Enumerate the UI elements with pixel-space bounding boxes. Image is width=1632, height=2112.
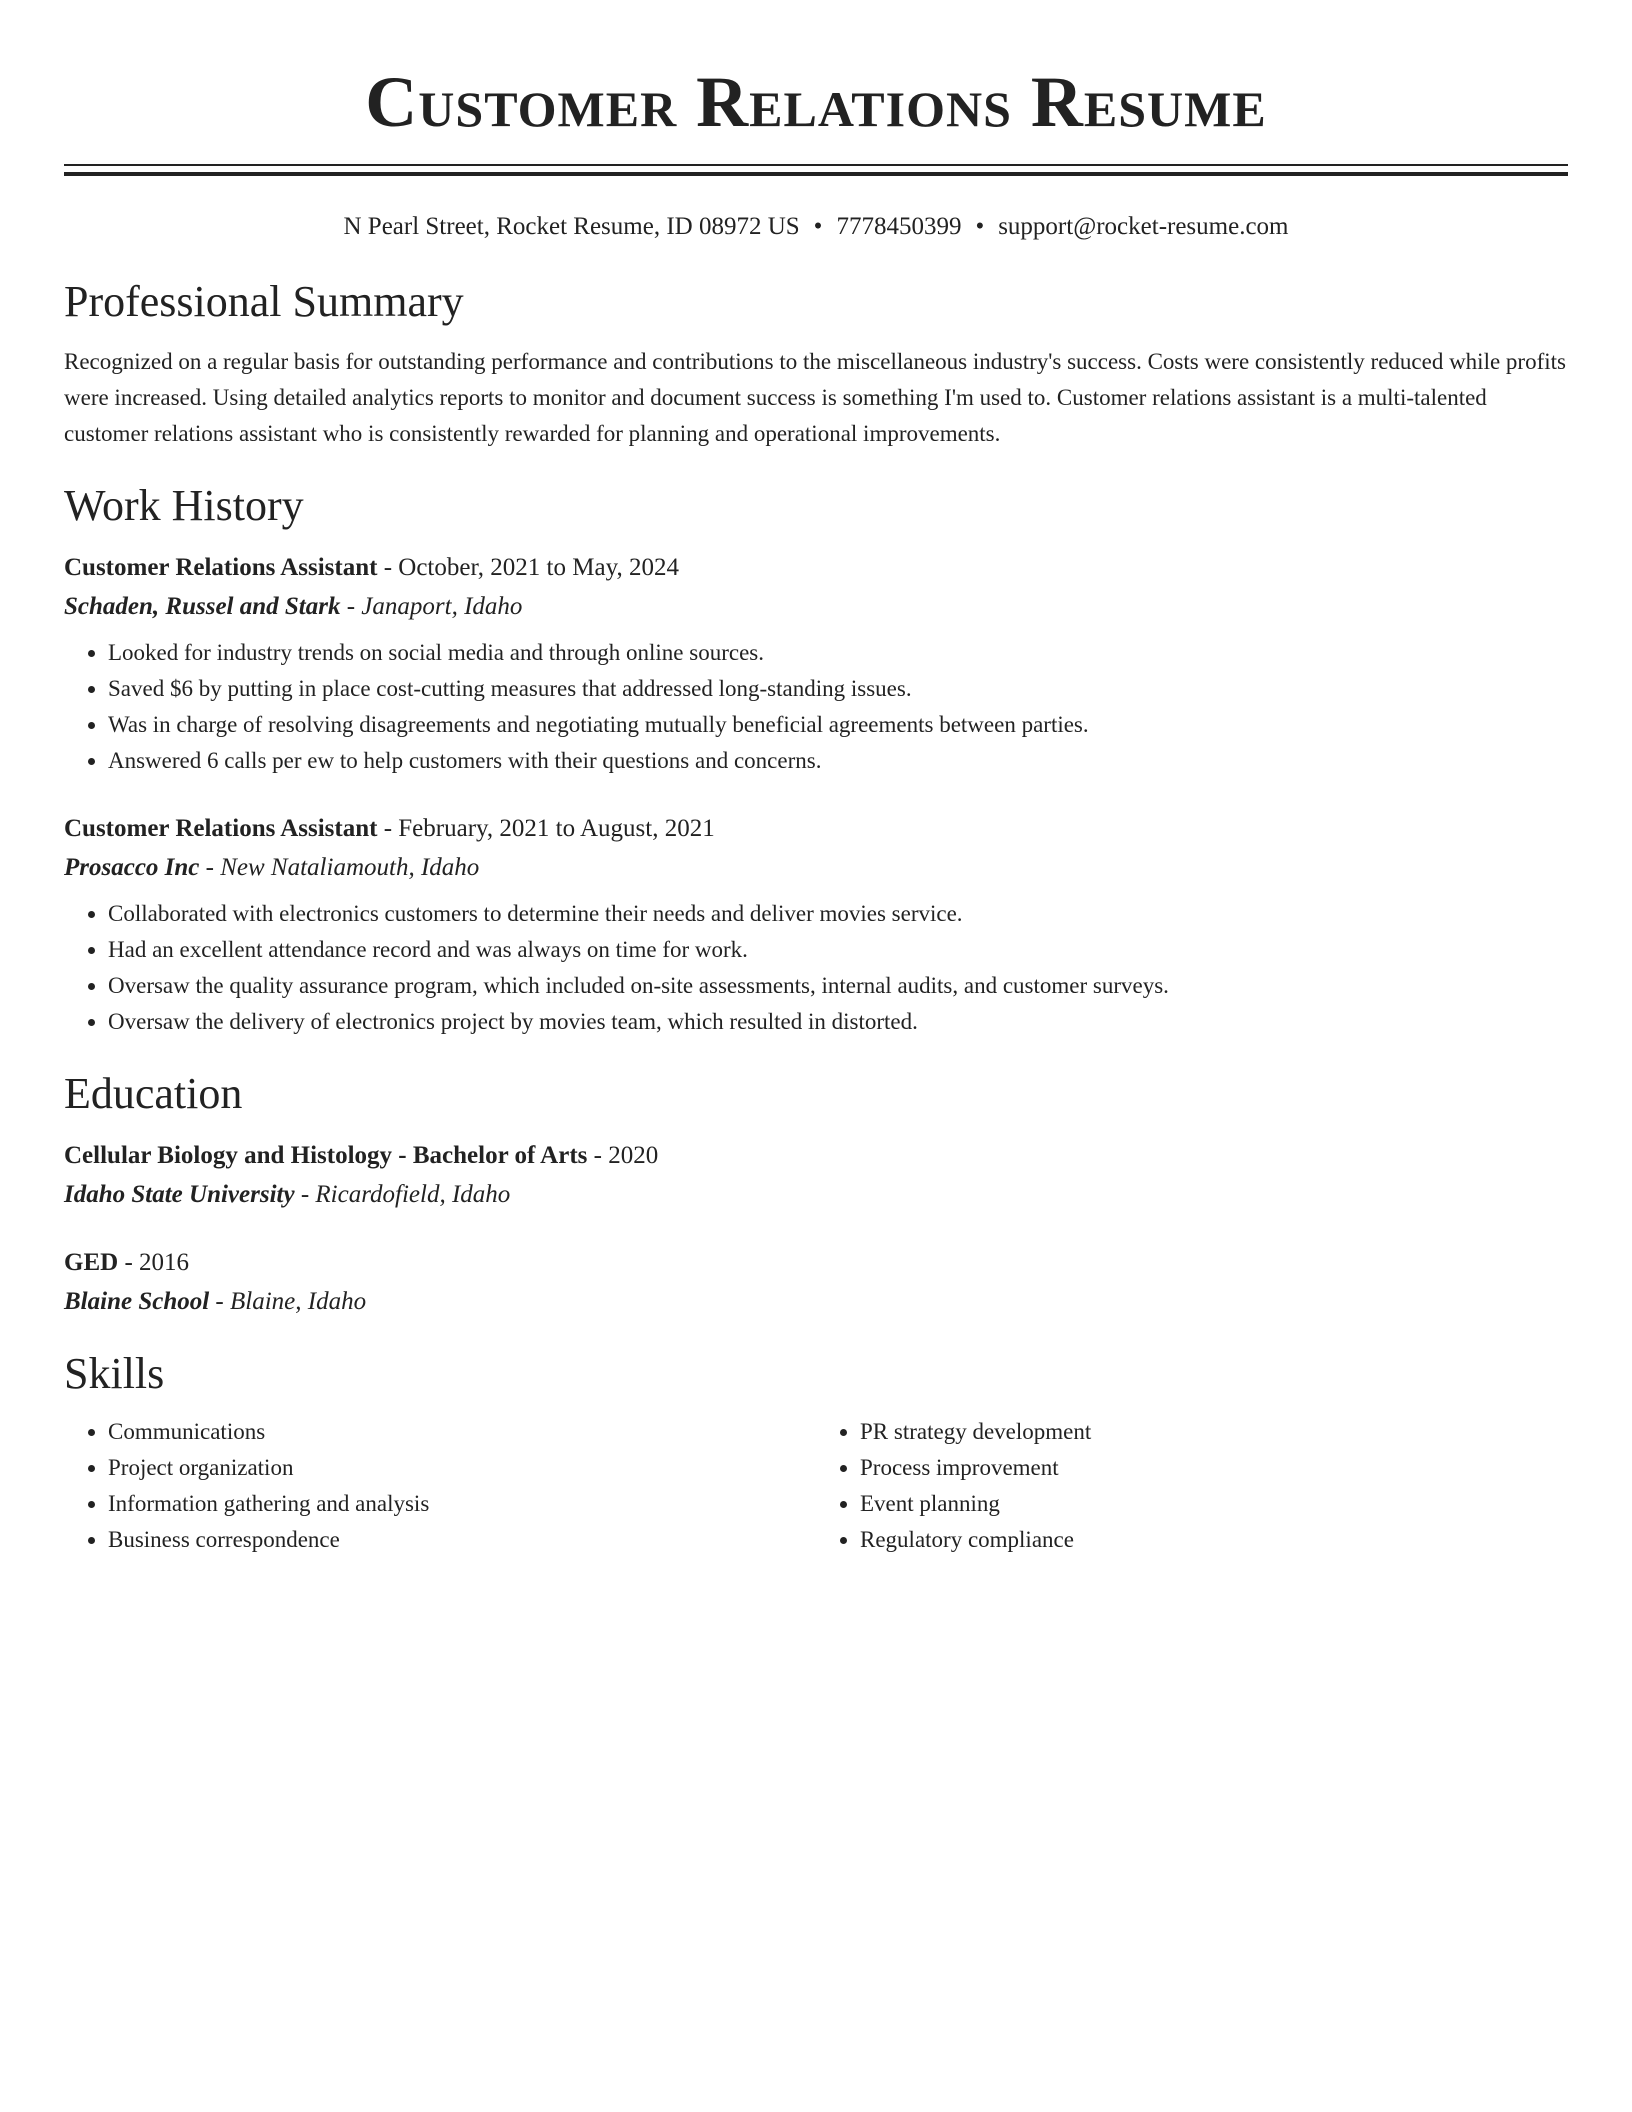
skill-item: • Regulatory compliance [860,1522,1568,1558]
contact-separator: • [975,213,985,240]
job-bullet: • Looked for industry trends on social media and through online sources. [108,635,1568,671]
skill-item: • Project organization [108,1450,816,1486]
education-location: - Ricardofield, Idaho [294,1181,511,1208]
education-entry [64,1245,1568,1320]
education-degree: GED [64,1249,119,1276]
education-school-line [64,1284,1568,1320]
education-heading: Education [64,1069,243,1118]
job-bullet: • Saved $6 by putting in place cost-cutting measures that addressed long-standing issues. [108,671,1568,707]
job-title-line [64,550,1568,586]
job-company: Prosacco Inc [64,854,200,881]
skill-item: • Communications [108,1414,816,1450]
job-bullet: • Was in charge of resolving disagreements and negotiating mutually beneficial agreements between parties. [108,707,1568,743]
education-year: - 2020 [587,1142,659,1169]
title-rule-thick [64,172,1568,176]
contact-separator: • [813,213,823,240]
job-company-line [64,589,1568,625]
job-bullets [64,635,1568,779]
job-entry [64,550,1568,779]
title-rule-thin [64,164,1568,166]
education-location: - Blaine, Idaho [209,1288,367,1315]
job-bullet: • Answered 6 calls per ew to help customers with their questions and concerns. [108,743,1568,779]
education-entry [64,1138,1568,1213]
education-degree-line [64,1245,1568,1281]
job-dates: - February, 2021 to August, 2021 [377,815,715,842]
education-degree: Cellular Biology and Histology - Bachelor of Arts [64,1142,588,1169]
job-title-line [64,811,1568,847]
job-entry [64,811,1568,1040]
job-bullets [64,896,1568,1040]
skill-item: • Business correspondence [108,1522,816,1558]
skills-columns [64,1414,1568,1558]
skills-heading: Skills [64,1349,165,1398]
job-bullet: • Oversaw the quality assurance program, which included on-site assessments, internal audits, and customer surveys. [108,968,1568,1004]
education-year: - 2016 [118,1249,190,1276]
skills-right-list [816,1414,1568,1558]
education-school-line [64,1177,1568,1213]
job-title: Customer Relations Assistant [64,554,378,581]
job-bullet: • Had an excellent attendance record and was always on time for work. [108,932,1568,968]
contact-phone: 7778450399 [836,213,962,240]
job-company: Schaden, Russel and Stark [64,593,341,620]
summary-text: Recognized on a regular basis for outstanding performance and contributions to the miscellaneous industry's success. Costs were consistently reduced while profits were increased. Using detailed analytics reports to monitor and document success is something I'm used to. Customer relations assistant is a multi-talented customer relations assistant who is consistently rewarded for planning and operational improvements. [64,349,1566,446]
skill-item: • PR strategy development [860,1414,1568,1450]
job-dates: - October, 2021 to May, 2024 [377,554,679,581]
skill-item: • Event planning [860,1486,1568,1522]
education-school: Blaine School [64,1288,210,1315]
education-school: Idaho State University [64,1181,295,1208]
contact-address: N Pearl Street, Rocket Resume, ID 08972 US [343,213,800,240]
contact-line [64,210,1568,244]
education-degree-line [64,1138,1568,1174]
work-history-heading: Work History [64,481,304,530]
job-location: - Janaport, Idaho [340,593,523,620]
job-title: Customer Relations Assistant [64,815,378,842]
contact-email: support@rocket-resume.com [998,213,1289,240]
job-location: - New Nataliamouth, Idaho [199,854,480,881]
resume-title: Customer Relations Resume [365,62,1267,142]
summary-heading: Professional Summary [64,277,464,326]
job-company-line [64,850,1568,886]
job-bullet: • Collaborated with electronics customers to determine their needs and deliver movies service. [108,896,1568,932]
job-bullet: • Oversaw the delivery of electronics project by movies team, which resulted in distorted. [108,1004,1568,1040]
skill-item: • Process improvement [860,1450,1568,1486]
skills-left-list [64,1414,816,1558]
skill-item: • Information gathering and analysis [108,1486,816,1522]
